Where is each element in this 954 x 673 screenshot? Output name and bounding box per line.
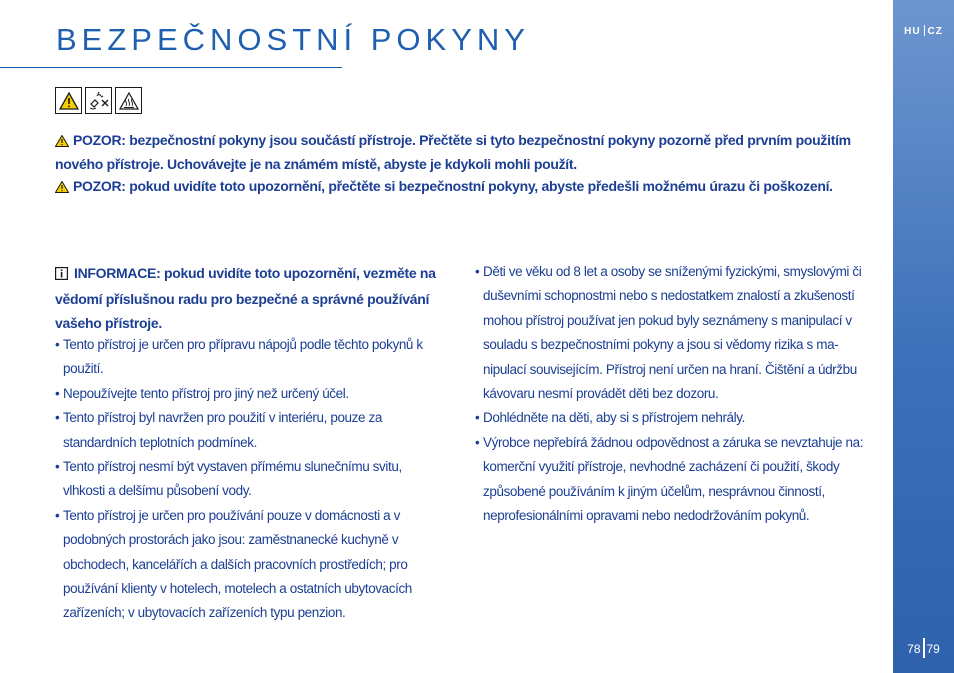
list-item: • Tento přístroj byl navržen pro použití v interiéru, pouze za standardních teplotních podmínek. — [55, 406, 430, 455]
lang-separator — [924, 25, 925, 36]
hot-surface-icon — [115, 87, 142, 114]
right-bullet-list — [475, 260, 875, 528]
title-divider — [0, 67, 342, 68]
lang-hu: HU — [904, 26, 921, 37]
language-indicator — [893, 25, 954, 37]
warning-text-2: POZOR: pokud uvidíte toto upozornění, přečtěte si bezpečnostní pokyny, abyste předešli možnému úrazu či poškození. — [73, 178, 833, 194]
left-bullet-list — [55, 333, 430, 626]
page-title: BEZPEČNOSTNÍ POKYNY — [56, 22, 530, 57]
list-item: • Tento přístroj nesmí být vystaven přímému slunečnímu svitu, vlhkosti a delšímu působení vody. — [55, 455, 430, 504]
page-separator — [923, 638, 925, 658]
warning-paragraph-2 — [55, 175, 855, 199]
safety-symbols — [55, 87, 142, 114]
no-spray-icon — [85, 87, 112, 114]
info-heading-text: INFORMACE: pokud uvidíte toto upozornění, vezměte na vědomí příslušnou radu pro bezpečné a správné používání vašeho přístroje. — [55, 265, 436, 331]
page-number-right: 79 — [926, 642, 940, 656]
list-item: • Tento přístroj je určen pro používání pouze v domácnosti a v podobných prostorách jako jsou: zaměstnanecké kuchyně v obchodech, kancelářích a dalších pracovních prostředích; pro používání klienty v hotelech, motelech a ostatních ubytovacích zařízeních; v ubytovacích zařízeních typu penzion. — [55, 504, 430, 626]
warning-triangle-icon — [55, 177, 69, 199]
info-icon — [55, 263, 68, 287]
list-item: • Nepoužívejte tento přístroj pro jiný než určený účel. — [55, 382, 430, 406]
warning-triangle-icon — [55, 87, 82, 114]
side-tab — [893, 0, 954, 673]
list-item: • Výrobce nepřebírá žádnou odpovědnost a záruka se nevztahuje na: komerční využití přístroje, nevhodné zacházení či použití, škody způsobené používáním k jiným účelům, nesprávnou činností, neprofesionálními opravami nebo nedodržováním pokynů. — [475, 431, 875, 529]
list-item: • Dohlédněte na děti, aby si s přístrojem nehrály. — [475, 406, 875, 430]
list-item: • Tento přístroj je určen pro přípravu nápojů podle těchto pokynů k použití. — [55, 333, 430, 382]
warning-triangle-icon — [55, 131, 69, 153]
info-heading — [55, 261, 465, 335]
page-numbers — [893, 638, 954, 658]
list-item: • Děti ve věku od 8 let a osoby se sníženými fyzickými, smyslovými či duševními schopnostmi nebo s nedostatkem znalostí a zkušeností mohou přístroj používat jen pokud byly seznámeny s manipulací v souladu s bezpečnostními pokyny a jsou si vědomy rizika s ma-nipulací souvisejícím. Přístroj není určen na hraní. Čištění a údržbu kávovaru nesmí provádět děti bez dozoru. — [475, 260, 875, 406]
warning-text-1: POZOR: bezpečnostní pokyny jsou součástí přístroje. Přečtěte si tyto bezpečnostní pokyny pozorně před prvním použitím nového přístroje. Uchovávejte je na známém místě, abyste je kdykoli mohli použít. — [55, 132, 851, 172]
page-number-left: 78 — [907, 642, 921, 656]
lang-cz: CZ — [927, 26, 943, 37]
warning-paragraph-1 — [55, 129, 855, 175]
